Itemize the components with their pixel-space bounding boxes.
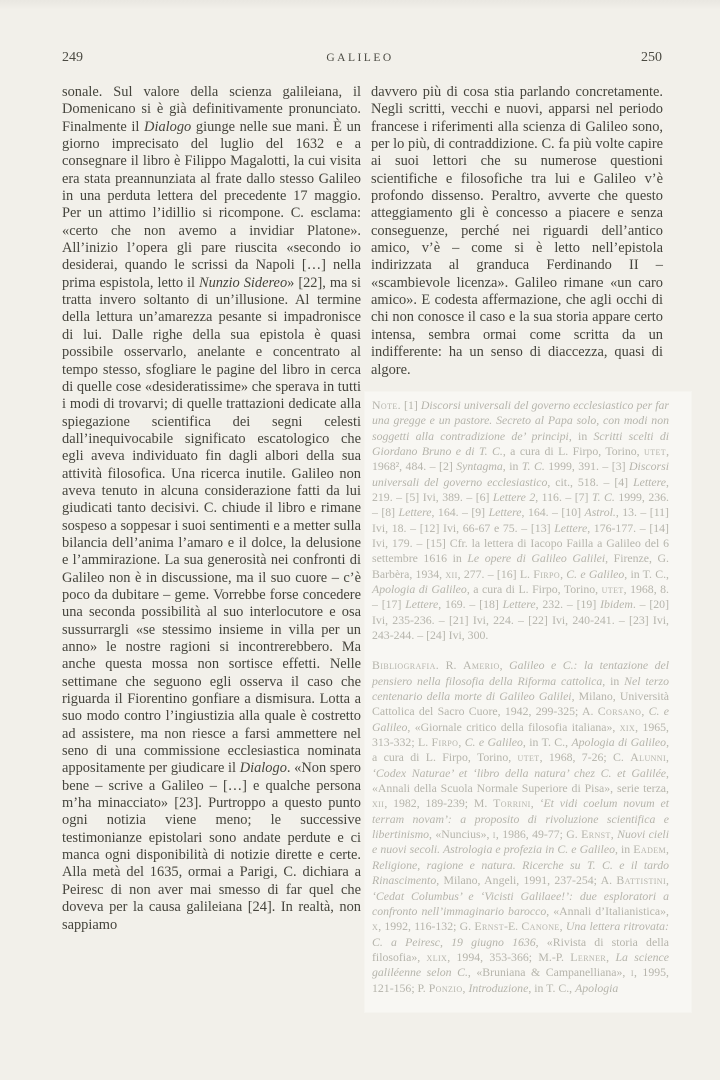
- bibliography-paragraph: Bibliografia. R. Amerio, Galileo e C.: la tentazione del pensiero nella filosofia della Riforma cattolica, in Nel terzo centenario della morte di Galileo Galilei, Milano, Università Cattolica del Sacro Cuore, 1942, 299-325; A. Corsano, C. e Galileo, «Giornale critico della filosofia italiana», xix, 1965, 313-332; L. Firpo, C. e Galileo, in T. C., Apologia di Galileo, a cura di L. Firpo, Torino, utet, 1968, 7-26; C. Alunni, ‘Codex Naturae’ et ‘libro della natura’ chez C. et Galilée, «Annali della Scuola Normale Superiore di Pisa», serie terza, xii, 1982, 189-239; M. Torrini, ‘Et vidi coelum novum et terram novam’: a proposito di rivoluzione scientifica e libertinismo, «Nuncius», i, 1986, 49-77; G. Ernst, Nuovi cieli e nuovi secoli. Astrologia e profezia in C. e Galileo, in Eadem, Religione, ragione e natura. Ricerche su T. C. e il tardo Rinascimento, Milano, Angeli, 1991, 237-254; A. Battistini, ‘Cedat Columbus’ e ‘Vicisti Galilaee!’: due esploratori a confronto nell’immaginario barocco, «Annali d’Italianistica», x, 1992, 116-132; G. Ernst-E. Canone, Una lettera ritrovata: C. a Peiresc, 19 giugno 1636, «Rivista di storia della filosofia», xlix, 1994, 353-366; M.-P. Lerner, La science galiléenne selon C., «Bruniana & Campanelliana», i, 1995, 121-156; P. Ponzio, Introduzione, in T. C., Apologia: [372, 658, 670, 995]
- right-text-column: [371, 84, 670, 1012]
- right-column-paragraph: davvero più di cosa stia parlando concretamente. Negli scritti, vecchi e nuovi, apparsi nel periodo francese i riferimenti alla scienza di Galileo sono, per lo più, di contraddizione. C. fa più volte capire ai suoi lettori che su numerose questioni scientifiche e filosofiche tra lui e Galileo v’è profondo dissenso. Peraltro, avverte che questo atteggiamento gli è concesso a piacere e senza conseguenze, perché nei riguardi dell’antico amico, v’è – come si è letto nell’epistola indirizzata al granduca Ferdinando II – «scambievole licenza». Galileo rimane «un caro amico». E codesta affermazione, che agli occhi di chi non conosce il caso e la sua storia appare certo intensa, sembra ormai come scritta da un indifferente: ha un senso di diaccezza, quasi di algore.: [371, 84, 663, 378]
- page-number-left: 249: [62, 50, 83, 65]
- running-title: GALILEO: [326, 52, 394, 64]
- left-column-paragraph: sonale. Sul valore della scienza galileiana, il Domenicano si è già definitivamente pronunciato. Finalmente il Dialogo giunge nelle sue mani. È un giorno imprecisato del luglio del 1632 e a consegnare il libro è Filippo Magalotti, la cui visita era stata preannunziata al frate dallo stesso Galileo in una perduta lettera del precedente 17 maggio. Per un attimo l’idillio si ricompone. C. esclama: «certo che non avemo a invidiar Platone». All’inizio l’opera gli pare riuscita «secondo io desiderai, quando le scrissi da Napoli […] nella prima espistola, letto il Nunzio Sidereo» [22], ma si tratta invero soltanto di un’illusione. Al termine della lettura un’amarezza pesante si impadronisce di lui. Dalle righe della sua epistola è quasi possibile osservarlo, anelante e concentrato al tempo stesso, sfogliare le pagine del libro in cerca di quelle cose «desideratissime» che sperava in tutti i modi di trovarvi; di quelle trattazioni dedicate alla spiegazione scientifica dei segni celesti dall’inequivocabile significato escatologico che egli aveva individuato fin dagli albori della sua attività filosofica. Una ricerca inutile. Galileo non aveva tenuto in alcuna considerazione fatti da lui giudicati tanto decisivi. C. chiude il libro e rimane sospeso a soppesar i suoi sentimenti e a metter sulla bilancia dell’anima l’amaro e il dolce, la delusione e l’ammirazione. La sua generosità nei confronti di Galileo non è in discussione, ma il suo cuore – c’è poco da dubitare – geme. Vorrebbe forse concedere una seconda possibilità al suo interlocutore e osa sussurrargli «se stessimo insieme in villa per un anno» le nostre ragioni si incontrerebbero. Ma anche questa mossa non sortisce effetti. Nelle settimane che seguono egli osserva il caso che riguarda il Fiorentino gonfiare a dismisura. Lotta a suo modo contro l’ingiustizia alla quale è costretto ad assistere, ma non riesce a farsi ammettere nel seno di una commissione ecclesiastica nominata appositamente per giudicare il Dialogo. «Non spero bene – scrive a Galileo – […] e qualche persona m’ha minacciato» [23]. Purtroppo a questo punto ogni notizia viene meno; le successive testimonianze epistolari sono andate perdute e ci manca ogni disponibilità di notizie dirette e certe. Alla metà del 1635, ormai a Parigi, C. dichiara a Peiresc di non aver mai smesso di far quel che doveva per la causa galileiana [24]. In realtà, non sappiamo: [62, 84, 361, 933]
- left-text-column: [62, 84, 361, 934]
- page-number-right: 250: [641, 50, 662, 65]
- notes-paragraph: Note. [1] Discorsi universali del governo ecclesiastico per far una gregge e un pastore. Secreto al Papa solo, con modi non soggetti alla contradizione de’ principi, in Scritti scelti di Giordano Bruno e di T. C., a cura di L. Firpo, Torino, utet, 1968², 484. – [2] Syntagma, in T. C. 1999, 391. – [3] Discorsi universali del governo ecclesiastico, cit., 518. – [4] Lettere, 219. – [5] Ivi, 389. – [6] Lettere 2, 116. – [7] T. C. 1999, 236. – [8] Lettere, 164. – [9] Lettere, 164. – [10] Astrol., 13. – [11] Ivi, 18. – [12] Ivi, 66-67 e 75. – [13] Lettere, 176-177. – [14] Ivi, 179. – [15] Cfr. la lettera di Iacopo Failla a Galileo del 6 settembre 1616 in Le opere di Galileo Galilei, Firenze, G. Barbèra, 1934, xii, 277. – [16] L. Firpo, C. e Galileo, in T. C., Apologia di Galileo, a cura di L. Firpo, Torino, utet, 1968, 8. – [17] Lettere, 169. – [18] Lettere, 232. – [19] Ibidem. – [20] Ivi, 235-236. – [21] Ivi, 224. – [22] Ivi, 240-241. – [23] Ivi, 243-244. – [24] Ivi, 300.: [372, 397, 670, 642]
- block-gap: [372, 643, 669, 658]
- notes-and-bibliography-block: [365, 392, 691, 1012]
